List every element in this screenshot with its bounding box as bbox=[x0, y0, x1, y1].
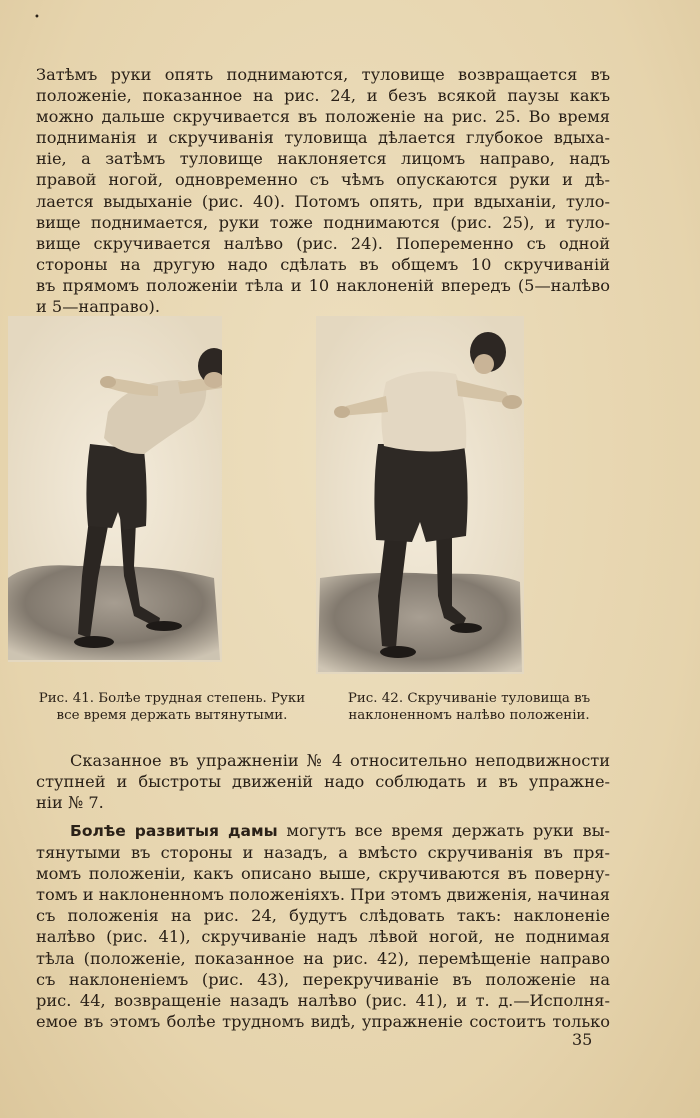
page-number: 35 bbox=[572, 1030, 593, 1049]
paragraph-2 bbox=[36, 750, 610, 813]
ink-speck: • bbox=[34, 12, 40, 23]
text-line-first bbox=[36, 820, 610, 842]
text-line: Сказанное въ упражненіи № 4 относительно неподвижности bbox=[70, 751, 610, 770]
text-line: можно дальше скручивается въ положеніе на рис. 25. Во время bbox=[36, 107, 610, 127]
text-line: правой ногой, одновременно съ чѣмъ опускаются руки и дѣ- bbox=[36, 170, 610, 190]
paragraph-3 bbox=[36, 820, 610, 1032]
text-line: и 5—направо). bbox=[36, 297, 160, 317]
caption-line: все время держать вытянутыми. bbox=[56, 708, 288, 723]
figure-41-photo bbox=[8, 316, 222, 662]
text-line: ніи № 7. bbox=[36, 793, 104, 813]
text-line: томъ и наклоненномъ положеніяхъ. При этомъ движенія, начиная bbox=[36, 885, 610, 905]
text-line: въ прямомъ положеніи тѣла и 10 наклоненій впередъ (5—налѣво bbox=[36, 275, 610, 295]
text-line: съ наклоненіемъ (рис. 43), перекручиваніе въ положеніе на bbox=[36, 969, 610, 989]
text-line: тянутыми въ стороны и назадъ, а вмѣсто скручиванія въ пря- bbox=[36, 843, 610, 863]
text-line-rest: могутъ все время держать руки вы- bbox=[277, 821, 610, 840]
caption-line: Рис. 42. Скручиваніе туловища въ bbox=[347, 691, 591, 706]
text-line: налѣво (рис. 41), скручиваніе надъ лѣвой ногой, не поднимая bbox=[36, 927, 610, 947]
caption-line: Рис. 41. Болѣе трудная степень. Руки bbox=[38, 691, 306, 706]
figure-42-caption bbox=[326, 690, 612, 724]
text-line: положеніе, показанное на рис. 24, и безъ всякой паузы какъ bbox=[36, 86, 610, 106]
text-line: вище поднимается, руки тоже поднимаются (рис. 25), и туло- bbox=[36, 212, 610, 232]
text-line: съ положенія на рис. 24, будутъ слѣдовать такъ: наклоненіе bbox=[36, 906, 610, 926]
figure-41-caption bbox=[32, 690, 312, 724]
text-line: лается выдыханіе (рис. 40). Потомъ опять, при вдыханіи, туло- bbox=[36, 191, 610, 211]
text-line: емое въ этомъ болѣе трудномъ видѣ, упражненіе состоитъ только bbox=[36, 1011, 610, 1031]
text-line: Затѣмъ руки опять поднимаются, туловище возвращается въ bbox=[36, 65, 610, 84]
text-line: подниманія и скручиванія туловища дѣлается глубокое вдыха- bbox=[36, 128, 610, 148]
text-line: рис. 44, возвращеніе назадъ налѣво (рис. 41), и т. д.—Исполня- bbox=[36, 990, 610, 1010]
caption-line: наклоненномъ налѣво положеніи. bbox=[348, 708, 590, 723]
text-line: момъ положеніи, какъ описано выше, скручиваются въ поверну- bbox=[36, 864, 610, 884]
text-line: тѣла (положеніе, показанное на рис. 42), перемѣщеніе направо bbox=[36, 948, 610, 968]
text-line: ступней и быстроты движеній надо соблюдать и въ упражне- bbox=[36, 772, 610, 792]
text-line: вище скручивается налѣво (рис. 24). Попеременно съ одной bbox=[36, 233, 610, 253]
text-line: стороны на другую надо сдѣлать въ общемъ 10 скручиваній bbox=[36, 254, 610, 274]
paragraph-1 bbox=[36, 64, 610, 317]
text-line: ніе, а затѣмъ туловище наклоняется лицомъ направо, надъ bbox=[36, 149, 610, 169]
figure-42-photo bbox=[316, 316, 524, 674]
bold-lead: Болѣе развитыя дамы bbox=[70, 822, 278, 840]
